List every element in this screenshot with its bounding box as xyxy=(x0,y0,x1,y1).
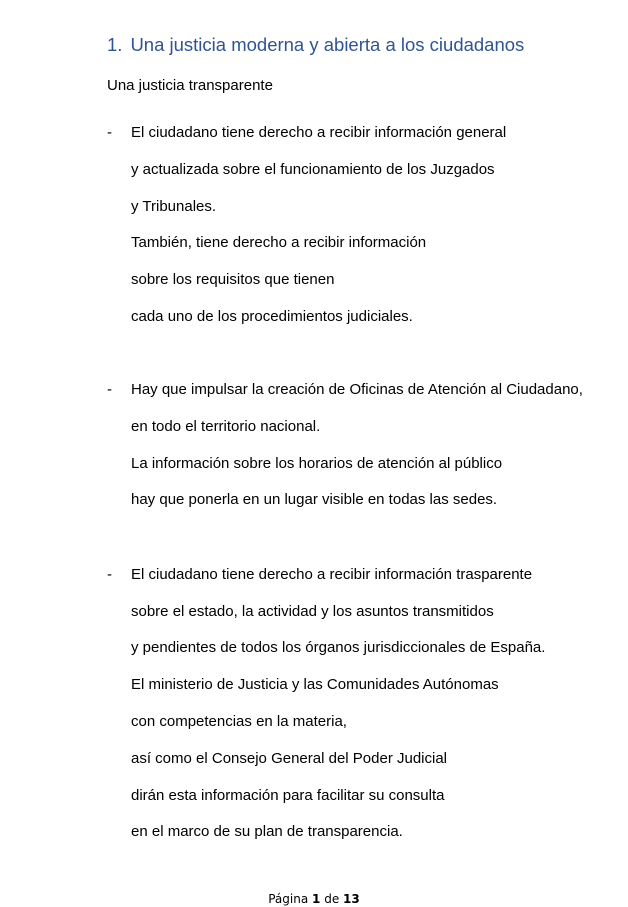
bullet-line: con competencias en la materia, xyxy=(131,713,347,730)
bullet-line: y pendientes de todos los órganos jurisdiccionales de España. xyxy=(131,639,546,656)
section-heading xyxy=(107,34,524,56)
footer-of-word: de xyxy=(324,892,340,906)
bullet-line: Hay que impulsar la creación de Oficinas de Atención al Ciudadano, xyxy=(131,381,583,398)
bullet-line: así como el Consejo General del Poder Judicial xyxy=(131,750,448,767)
footer-page-word: Página xyxy=(268,892,309,906)
bullet-line: El ciudadano tiene derecho a recibir información general xyxy=(131,124,507,141)
bullet-marker: - xyxy=(107,381,112,398)
bullet-line: cada uno de los procedimientos judiciales. xyxy=(131,308,413,325)
section-subtitle: Una justicia transparente xyxy=(107,77,273,94)
bullet-line: en todo el territorio nacional. xyxy=(131,418,321,435)
bullet-line: El ciudadano tiene derecho a recibir información trasparente xyxy=(131,566,533,583)
bullet-marker: - xyxy=(107,566,112,583)
bullet-marker: - xyxy=(107,124,112,141)
bullet-line: También, tiene derecho a recibir información xyxy=(131,234,427,251)
bullet-line: hay que ponerla en un lugar visible en todas las sedes. xyxy=(131,491,498,508)
footer-total-pages: 13 xyxy=(343,892,360,906)
bullet-line: en el marco de su plan de transparencia. xyxy=(131,823,403,840)
bullet-line: y actualizada sobre el funcionamiento de los Juzgados xyxy=(131,161,495,178)
bullet-line: dirán esta información para facilitar su consulta xyxy=(131,787,445,804)
bullet-line: y Tribunales. xyxy=(131,198,217,215)
footer-current-page: 1 xyxy=(312,892,321,906)
bullet-line: La información sobre los horarios de atención al público xyxy=(131,455,503,472)
section-number: 1. xyxy=(107,34,123,55)
bullet-line: sobre el estado, la actividad y los asuntos transmitidos xyxy=(131,603,494,620)
bullet-line: El ministerio de Justicia y las Comunidades Autónomas xyxy=(131,676,499,693)
section-title: Una justicia moderna y abierta a los ciudadanos xyxy=(130,34,525,55)
page-footer xyxy=(0,892,628,906)
bullet-line: sobre los requisitos que tienen xyxy=(131,271,335,288)
